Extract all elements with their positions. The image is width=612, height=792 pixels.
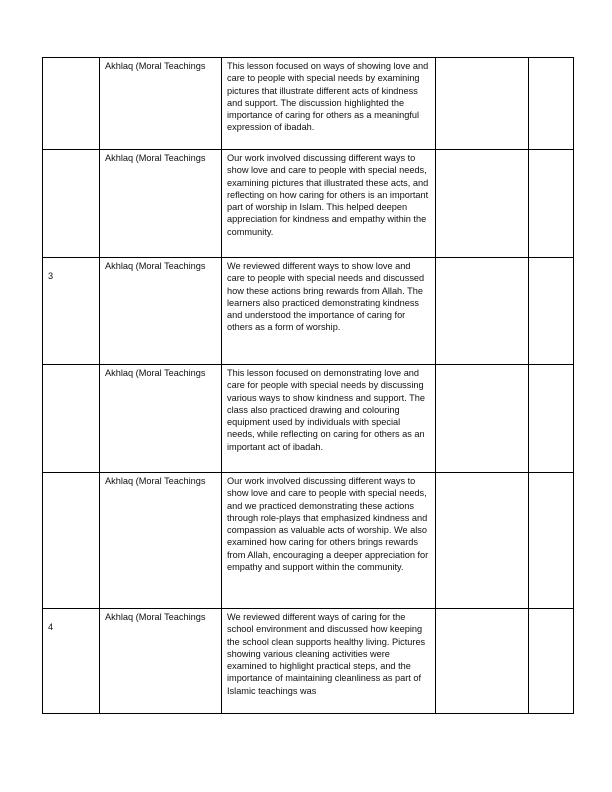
week-cell: [43, 150, 100, 258]
week-number: 4: [48, 622, 54, 632]
lesson-notes-cell: This lesson focused on demonstrating love and care for people with special needs by discussing various ways to show kindness and support. The class also practiced drawing and colouring equipment used by individuals with special needs, while reflecting on caring for others as an important act of ibadah.: [222, 365, 436, 473]
empty-cell: [529, 150, 574, 258]
lesson-notes-cell: This lesson focused on ways of showing love and care to people with special needs by examining pictures that illustrate different acts of kindness and support. The discussion highlighted the importance of caring for others as a meaningful expression of ibadah.: [222, 58, 436, 150]
subject-cell: Akhlaq (Moral Teachings: [100, 473, 222, 609]
lesson-notes-cell: We reviewed different ways of caring for the school environment and discussed how keeping the school clean supports healthy living. Pictures showing various cleaning activities were examined to highlight practical steps, and the importance of maintaining cleanliness as part of Islamic teachings was: [222, 609, 436, 714]
empty-cell: [436, 150, 529, 258]
lesson-notes-cell: Our work involved discussing different ways to show love and care to people with special needs, and we practiced demonstrating these actions through role-plays that emphasized kindness and compassion as valuable acts of worship. We also examined how caring for others brings rewards from Allah, encouraging a deeper appreciation for empathy and support within the community.: [222, 473, 436, 609]
empty-cell: [529, 58, 574, 150]
subject-cell: Akhlaq (Moral Teachings: [100, 150, 222, 258]
subject-cell: Akhlaq (Moral Teachings: [100, 58, 222, 150]
subject-cell: Akhlaq (Moral Teachings: [100, 609, 222, 714]
week-cell: [43, 365, 100, 473]
empty-cell: [436, 258, 529, 365]
subject-cell: Akhlaq (Moral Teachings: [100, 258, 222, 365]
empty-cell: [529, 365, 574, 473]
empty-cell: [436, 609, 529, 714]
table-row: [43, 150, 574, 258]
week-cell: [43, 609, 100, 714]
empty-cell: [436, 365, 529, 473]
table-row: [43, 258, 574, 365]
subject-cell: Akhlaq (Moral Teachings: [100, 365, 222, 473]
table-row: [43, 473, 574, 609]
table-row: [43, 609, 574, 714]
week-cell: [43, 473, 100, 609]
lesson-notes-cell: We reviewed different ways to show love and care to people with special needs and discussed how these actions bring rewards from Allah. The learners also practiced demonstrating kindness and understood the importance of caring for others as a form of worship.: [222, 258, 436, 365]
table-row: [43, 365, 574, 473]
empty-cell: [436, 473, 529, 609]
lesson-notes-cell: Our work involved discussing different ways to show love and care to people with special needs, examining pictures that illustrated these acts, and reflecting on how caring for others is an important part of worship in Islam. This helped deepen appreciation for kindness and empathy within the community.: [222, 150, 436, 258]
empty-cell: [436, 58, 529, 150]
week-number: 3: [48, 271, 54, 281]
empty-cell: [529, 473, 574, 609]
week-cell: [43, 258, 100, 365]
lesson-record-table: [42, 57, 574, 714]
table-row: [43, 58, 574, 150]
week-cell: [43, 58, 100, 150]
empty-cell: [529, 609, 574, 714]
empty-cell: [529, 258, 574, 365]
